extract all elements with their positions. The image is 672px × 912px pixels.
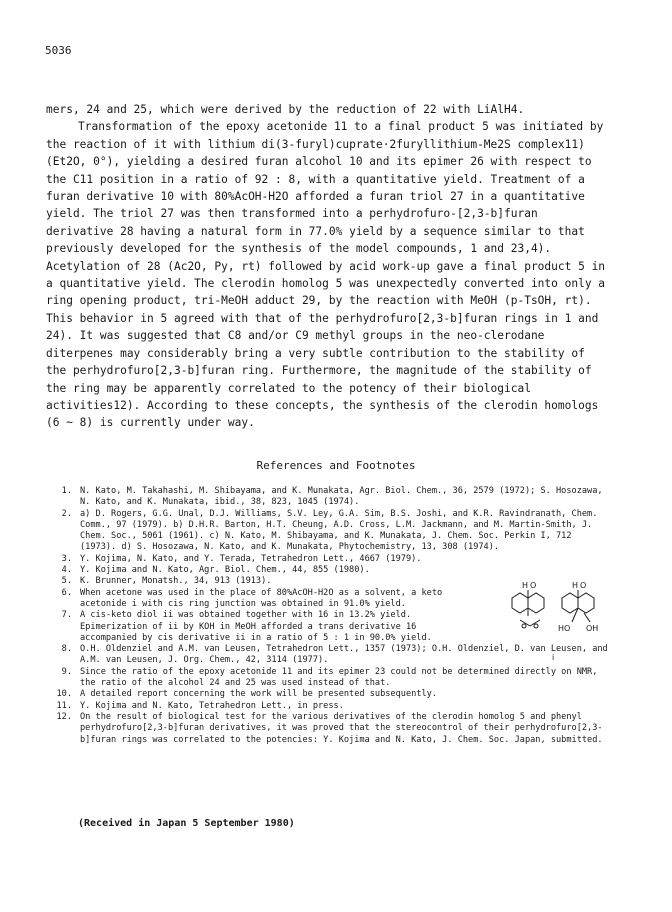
reference-8: 8. O.H. Oldenziel and A.M. van Leusen, Tetrahedron Lett., 1357 (1973); O.H. Oldenziel, D. van Leusen, and A.M. van Leusen, J. Org. Chem., 42, 3114 (1977). <box>61 644 613 666</box>
reference-6: 6. When acetone was used in the place of 80%AcOH-H2O as a solvent, a keto acetonide i with cis ring junction was obtained in 91.0% yield. <box>61 587 448 609</box>
body-text <box>46 101 612 432</box>
reference-2: 2. a) D. Rogers, G.G. Unal, D.J. Williams, S.V. Ley, G.A. Sim, B.S. Joshi, and K.R. Ravindranath, Chem. Comm., 97 (1979). b) D.H.R. Barton, H.T. Cheung, A.D. Cross, L.M. Jackmann, and M. Martin-Smith, J. Chem. Soc., 5061 (1961). c) N. Kato, M. Shibayama, and K. Munakata, J. Chem. Soc. Perkin I, 712 (1973). d) S. Hosozawa, N. Kato, and K. Munakata, Phytochemistry, 13, 308 (1974). <box>61 508 603 553</box>
structure-i-h: H <box>522 581 529 590</box>
received-date: (Received in Japan 5 September 1980) <box>78 818 295 829</box>
structure-i <box>512 590 544 628</box>
structure-ii <box>562 590 594 622</box>
structure-drawings <box>500 578 610 678</box>
structure-ii-h: H <box>572 581 579 590</box>
structure-i-label: i <box>552 653 555 662</box>
page-number: 5036 <box>45 44 72 57</box>
reference-12: 12. On the result of biological test for the various derivatives of the clerodin homolog 5 and phenyl perhydrofuro[2,3-b]furan derivatives, it was proved that the stereocontrol of their perhydrofuro[2,3-b]furan rings was correlated to the potencies: Y. Kojima and N. Kato, J. Chem. Soc. Japan, submitted. <box>56 711 603 745</box>
reference-3: 3. Y. Kojima, N. Kato, and Y. Terada, Tetrahedron Lett., 4667 (1979). <box>61 553 422 564</box>
structure-ii-oh: OH <box>586 624 599 633</box>
reference-11: 11. Y. Kojima and N. Kato, Tetrahedron Lett., in press. <box>56 700 344 711</box>
structure-i-o: O <box>530 581 537 590</box>
body-paragraph: Transformation of the epoxy acetonide 11 to a final product 5 was initiated by the reaction of it with lithium di(3-furyl)cuprate·2furyllithium-Me2S complex11) (Et2O, 0°), yielding a desired furan alcohol 10 and its epimer 26 with respect to the C11 position in a ratio of 92 : 8, with a quantitative yield. Treatment of a furan derivative 10 with 80%AcOH-H2O afforded a furan triol 27 in a quantitative yield. The triol 27 was then transformed into a perhydrofuro-[2,3-b]furan derivative 28 having a natural form in 77.0% yield by a sequence similar to that previously developed for the synthesis of the model compounds, 1 and 23,4). Acetylation of 28 (Ac2O, Py, rt) followed by acid work-up gave a final product 5 in a quantitative yield. The clerodin homolog 5 was unexpectedly converted into only a ring opening product, tri-MeOH adduct 29, by the reaction with MeOH (p-TsOH, rt). This behavior in 5 agreed with that of the perhydrofuro[2,3-b]furan rings in 1 and 24). It was suggested that C8 and/or C9 methyl groups in the neo-clerodane diterpenes may considerably bring a very subtle contribution to the stability of the perhydrofuro[2,3-b]furan ring. Furthermore, the magnitude of the stability of the ring may be apparently correlated to the potency of their biological activities12). According to these concepts, the synthesis of the clerodin homologs (6 ~ 8) is currently under way. <box>46 120 612 430</box>
chemical-structures <box>500 578 610 682</box>
reference-4: 4. Y. Kojima and N. Kato, Agr. Biol. Chem., 44, 855 (1980). <box>61 565 370 576</box>
references-heading: References and Footnotes <box>256 459 416 472</box>
reference-9: 9. Since the ratio of the epoxy acetonide 11 and its epimer 23 could not be determined directly on NMR, the ratio of the alcohol 24 and 25 was used instead of that. <box>61 666 603 689</box>
reference-10: 10. A detailed report concerning the work will be presented subsequently. <box>56 689 437 700</box>
reference-1: 1. N. Kato, M. Takahashi, M. Shibayama, and K. Munakata, Agr. Biol. Chem., 36, 2579 (1972); S. Hosozawa, N. Kato, and K. Munakata, ibid., 38, 823, 1045 (1974). <box>61 486 608 508</box>
structure-ii-ho: HO <box>558 624 571 633</box>
body-line-1: mers, 24 and 25, which were derived by the reduction of 22 with LiAlH4. <box>46 103 525 116</box>
reference-7: 7. A cis-keto diol ii was obtained together with 16 in 13.2% yield. Epimerization of ii by KOH in MeOH afforded a trans derivative 16 accompanied by cis derivative ii in a ratio of 5 : 1 in 90.0% yield. <box>61 610 432 643</box>
reference-5: 5. K. Brunner, Monatsh., 34, 913 (1913). <box>61 576 272 587</box>
structure-ii-o: O <box>580 581 587 590</box>
